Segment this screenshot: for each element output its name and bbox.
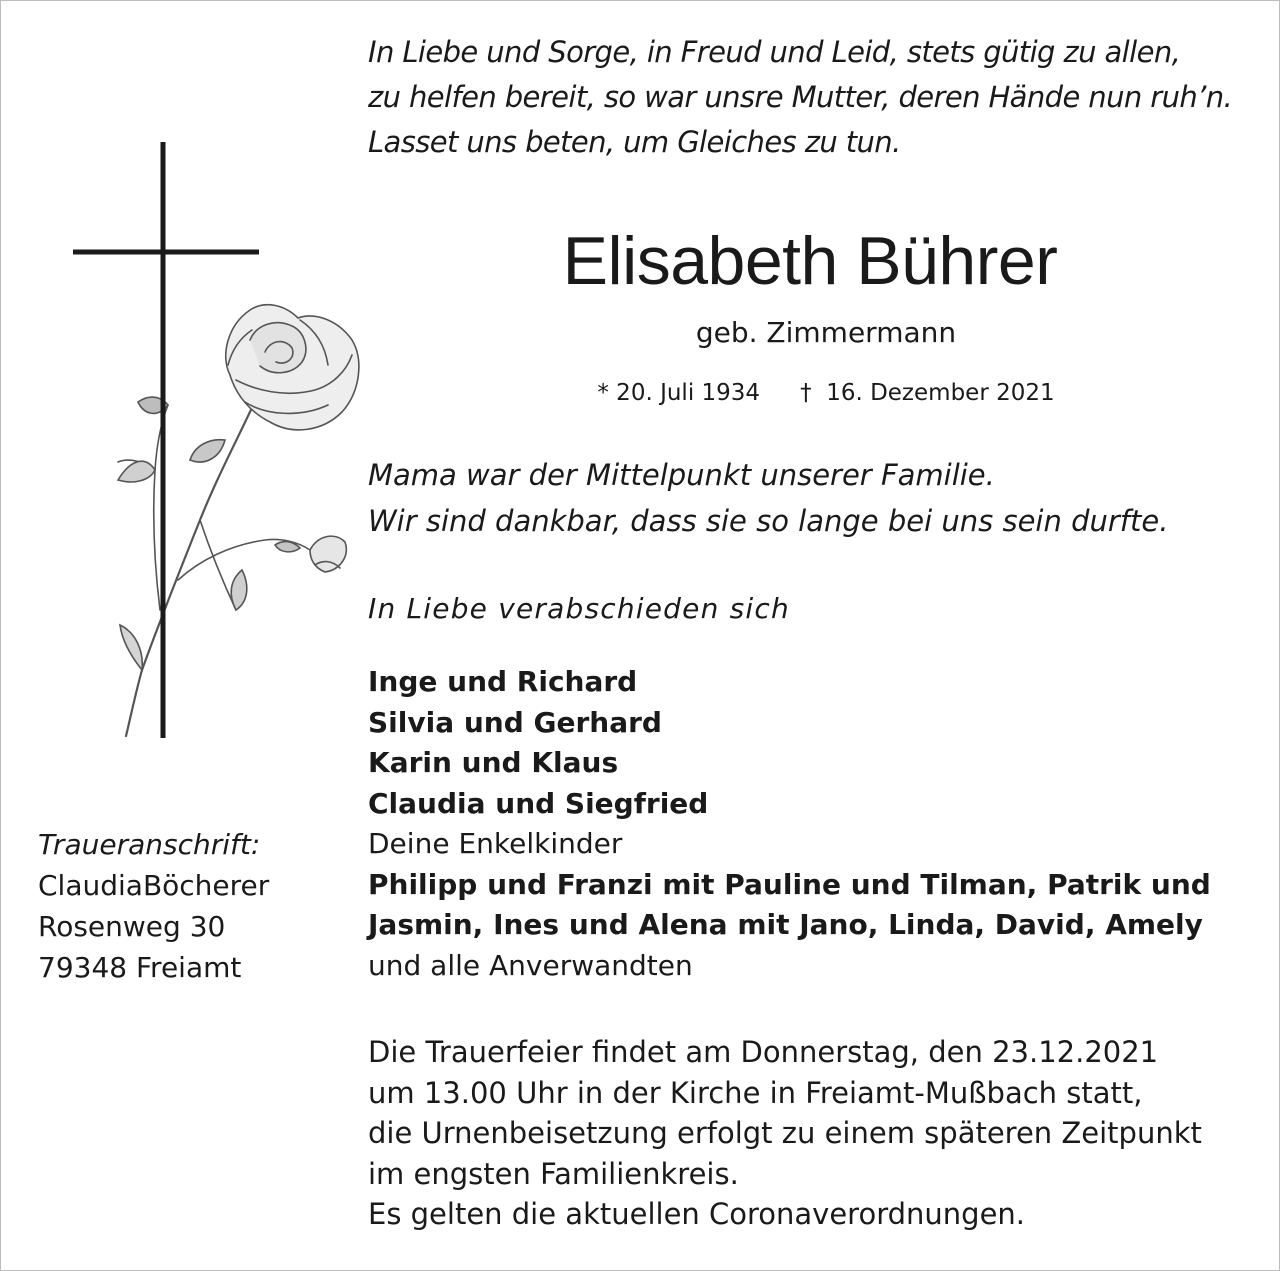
farewell-line: In Liebe verabschieden sich: [368, 592, 790, 625]
motto-verse: [368, 30, 1232, 165]
quote-line: Wir sind dankbar, dass sie so lange bei uns sein durfte.: [368, 504, 1169, 538]
service-line: im engsten Familienkreis.: [368, 1156, 739, 1191]
quote-line: Mama war der Mittelpunkt unserer Familie.: [368, 458, 995, 492]
address-street: Rosenweg 30: [38, 910, 226, 943]
grandchildren-label: Deine Enkelkinder: [368, 827, 623, 860]
life-dates: [420, 380, 1232, 406]
service-line: Die Trauerfeier findet am Donnerstag, den 23.12.2021: [368, 1035, 1159, 1069]
rose-icon: [118, 305, 359, 736]
address-city: 79348 Freiamt: [38, 951, 242, 984]
mourner-couple: Inge und Richard: [368, 665, 638, 698]
cross-and-rose-illustration: [60, 140, 370, 750]
deceased-name: Elisabeth Bührer: [562, 223, 1058, 299]
mourners-list: [368, 662, 1211, 986]
birth-name: geb. Zimmermann: [695, 316, 957, 349]
grandchildren-line: Philipp und Franzi mit Pauline und Tilman, Patrik und: [368, 867, 1211, 901]
motto-line: zu helfen bereit, so war unsre Mutter, deren Hände nun ruh’n.: [368, 80, 1233, 114]
service-line: Es gelten die aktuellen Coronaverordnungen.: [368, 1197, 1026, 1231]
address-label: Traueranschrift:: [38, 828, 261, 861]
death-date: 16. Dezember 2021: [826, 380, 1055, 406]
motto-line: In Liebe und Sorge, in Freud und Leid, stets gütig zu allen,: [368, 35, 1181, 69]
service-line: die Urnenbeisetzung erfolgt zu einem späteren Zeitpunkt: [368, 1116, 1202, 1150]
relatives-line: und alle Anverwandten: [368, 948, 693, 982]
address-name: ClaudiaBöcherer: [38, 869, 270, 902]
cross-icon: [73, 142, 259, 738]
service-info: [368, 1032, 1202, 1235]
family-quote: [368, 452, 1168, 544]
mourner-couple: Silvia und Gerhard: [368, 705, 662, 739]
mourner-couple: Claudia und Siegfried: [368, 786, 709, 820]
service-line: um 13.00 Uhr in der Kirche in Freiamt-Mußbach statt,: [368, 1075, 1143, 1110]
grandchildren-line: Jasmin, Ines und Alena mit Jano, Linda, David, Amely: [368, 908, 1203, 941]
motto-line: Lasset uns beten, um Gleiches zu tun.: [368, 125, 901, 159]
mourning-address: [38, 824, 269, 988]
death-symbol: †: [800, 380, 812, 406]
birth-date: * 20. Juli 1934: [597, 380, 761, 406]
mourner-couple: Karin und Klaus: [368, 746, 619, 779]
